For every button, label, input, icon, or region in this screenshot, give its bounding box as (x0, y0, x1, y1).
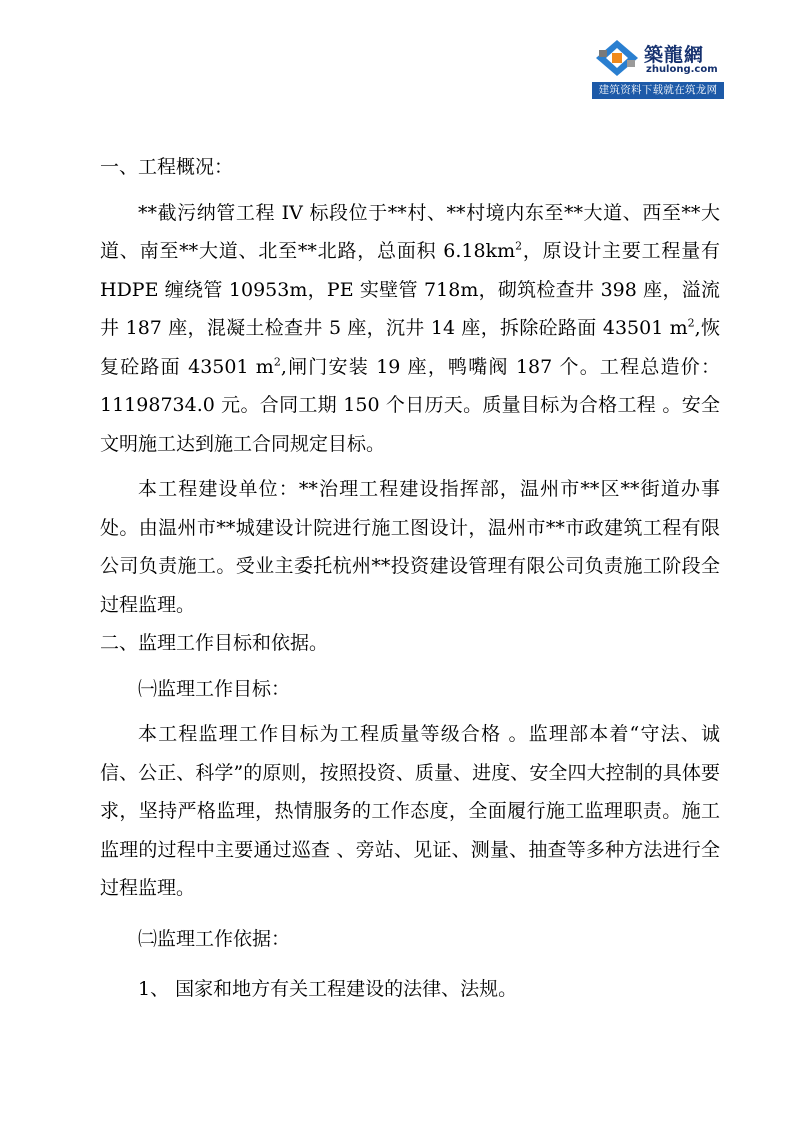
supervision-goals-paragraph: 本工程监理工作目标为工程质量等级合格 。监理部本着“守法、诚信、公正、科学”的原则，按照投资、质量、进度、安全四大控制的具体要求，坚持严格监理，热情服务的工作态度，全面履行施工监理职责。施工监理的过程中主要通过巡查 、旁站、见证、测量、抽查等多种方法进行全过程监理。 (100, 723, 720, 899)
section-heading-2: 二、监理工作目标和依据。 (100, 632, 329, 654)
logo-url: zhulong.com (646, 64, 718, 75)
logo-name: 築龍網 (644, 44, 705, 66)
subheading-basis: ㈡监理工作依据： (138, 927, 291, 950)
superscript-2: 2 (273, 355, 281, 369)
construction-unit-paragraph: 本工程建设单位：**治理工程建设指挥部，温州市**区**街道办事处。由温州市**城建设计院进行施工图设计，温州市**市政建筑工程有限公司负责施工。受业主委托杭州**投资建设管理有限公司负责施工阶段全过程监理。 (100, 478, 720, 616)
overview-text-4: ,闸门安装 19 座，鸭嘴阀 187 个。工程总造价：11198734.0 元。合同工期 150 个日历天。质量目标为合格工程 。安全文明施工达到施工合同规定目标。 (100, 355, 720, 455)
site-logo (592, 36, 724, 100)
overview-text-1: **截污纳管工程 IV 标段位于**村、**村境内东至**大道、西至**大道、南至**大道、北至**北路，总面积 6.18km (100, 201, 720, 262)
superscript-2: 2 (687, 316, 695, 330)
logo-banner: 建筑资料下载就在筑龙网 (592, 82, 724, 99)
overview-text-3: ,恢复砼路面 43501 m (100, 317, 720, 378)
logo-diamond-icon (594, 38, 640, 78)
basis-item-1: 1、 国家和地方有关工程建设的法律、法规。 (138, 978, 518, 1000)
project-overview-paragraph (100, 194, 720, 464)
section-heading-1: 一、工程概况： (100, 156, 234, 178)
overview-text-2: ，原设计主要工程量有 HDPE 缠绕管 10953m，PE 实壁管 718m，砌筑检查井 398 座，溢流井 187 座，混凝土检查井 5 座，沉井 14 座，拆除砼路面 43501 m (100, 240, 720, 339)
subheading-goals: ㈠监理工作目标： (138, 677, 291, 700)
superscript-2: 2 (515, 239, 523, 253)
document-body (100, 148, 720, 1009)
